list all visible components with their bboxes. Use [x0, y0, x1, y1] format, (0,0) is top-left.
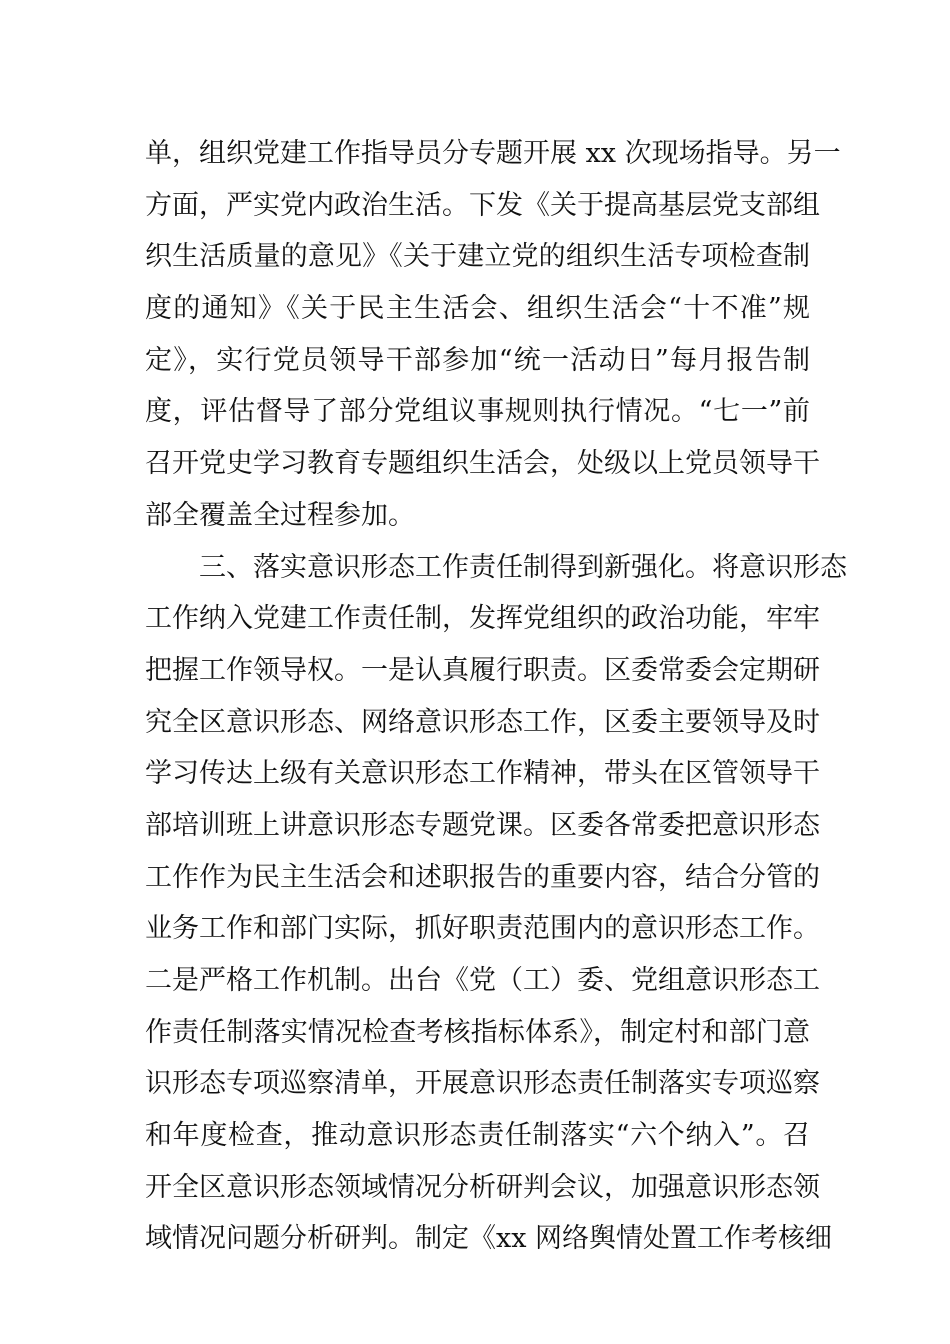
text-line: 度的通知》《关于民主生活会、组织生活会“十不准”规: [145, 293, 810, 325]
text-line: 识形态专项巡察清单，开展意识形态责任制落实专项巡察: [145, 1068, 820, 1100]
text-line: 学习传达上级有关意识形态工作精神，带头在区管领导干: [145, 758, 820, 790]
text-line: 召开党史学习教育专题组织生活会，处级以上党员领导干: [145, 448, 820, 480]
text-line: 和年度检查，推动意识形态责任制落实“六个纳入”。召: [145, 1120, 810, 1152]
text-line: 域情况问题分析研判。制定《xx 网络舆情处置工作考核细: [145, 1223, 833, 1255]
text-line: 工作作为民主生活会和述职报告的重要内容，结合分管的: [145, 861, 820, 893]
body-text: [145, 128, 847, 1265]
text-line: 度，评估督导了部分党组议事规则执行情况。“七一”前: [145, 396, 810, 428]
text-line: 定》，实行党员领导干部参加“统一活动日”每月报告制: [145, 344, 810, 376]
text-line: 业务工作和部门实际，抓好职责范围内的意识形态工作。: [145, 913, 820, 945]
text-line: 把握工作领导权。一是认真履行职责。区委常委会定期研: [145, 654, 820, 686]
text-line: 部培训班上讲意识形态专题党课。区委各常委把意识形态: [145, 809, 820, 841]
text-line: 作责任制落实情况检查考核指标体系》，制定村和部门意: [145, 1016, 810, 1048]
text-line: 织生活质量的意见》《关于建立党的组织生活专项检查制: [145, 241, 810, 273]
paragraph-end-line: 部全覆盖全过程参加。: [145, 499, 415, 531]
section-heading-line: 三、落实意识形态工作责任制得到新强化。将意识形态: [145, 551, 847, 583]
text-line: 开全区意识形态领域情况分析研判会议，加强意识形态领: [145, 1171, 820, 1203]
text-line: 工作纳入党建工作责任制，发挥党组织的政治功能，牢牢: [145, 603, 820, 635]
text-line: 单，组织党建工作指导员分专题开展 xx 次现场指导。另一: [145, 138, 841, 169]
text-line: 究全区意识形态、网络意识形态工作，区委主要领导及时: [145, 706, 820, 738]
text-line: 二是严格工作机制。出台《党（工）委、党组意识形态工: [145, 965, 820, 996]
text-line: 方面，严实党内政治生活。下发《关于提高基层党支部组: [145, 189, 820, 221]
